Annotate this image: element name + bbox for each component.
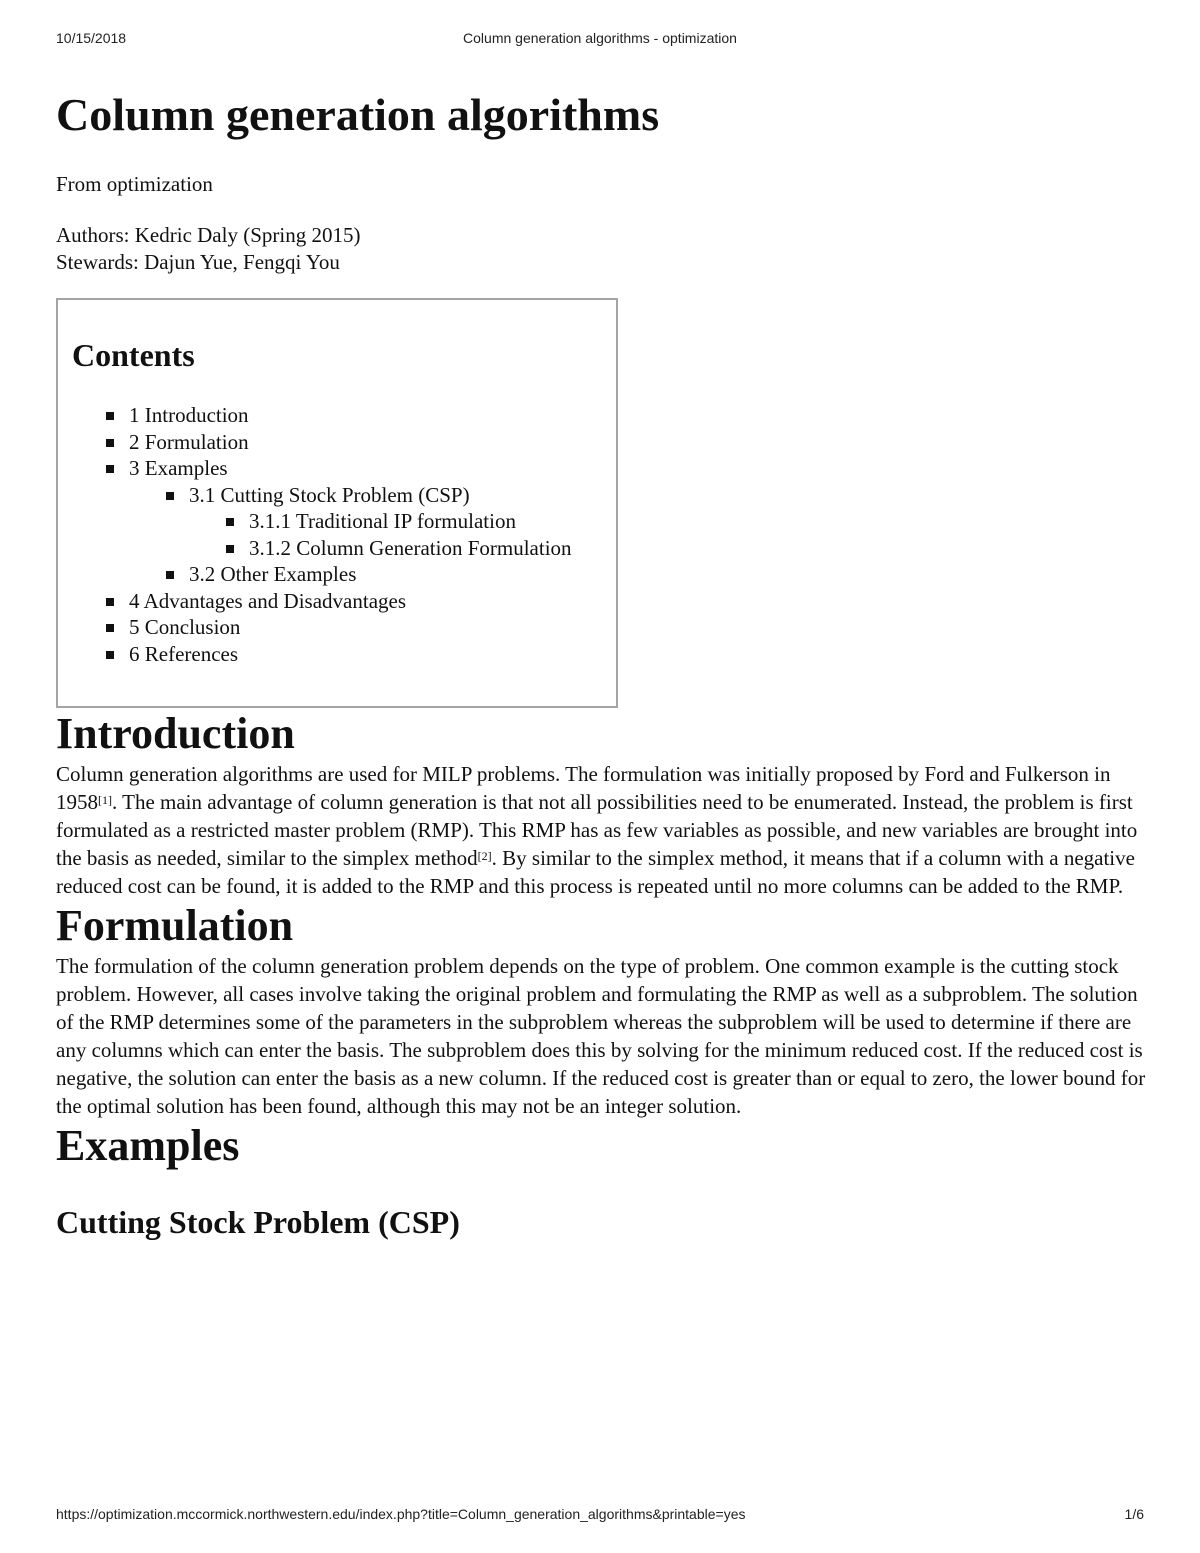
toc-item-advantages[interactable] [72, 588, 604, 615]
authors-line: Authors: Kedric Daly (Spring 2015) [56, 223, 361, 247]
introduction-text-3: . By similar to the simplex method, it means that if a column with a negative reduced cost can be found, it is added to the RMP and this process is repeated until no more columns can be added to the RMP. [56, 846, 1135, 898]
formulation-paragraph: The formulation of the column generation problem depends on the type of problem. One common example is the cutting stock problem. However, all cases involve taking the original problem and formulating the RMP as well as a subproblem. The solution of the RMP determines some of the parameters in the subproblem whereas the subproblem will be used to determine if there are any columns which can enter the basis. The subproblem does this by solving for the minimum reduced cost. If the reduced cost is negative, the solution can enter the basis as a new column. If the reduced cost is greater than or equal to zero, the lower bound for the optimal solution has been found, although this may not be an integer solution. [56, 954, 1146, 1118]
toc-title: Contents [72, 337, 195, 373]
toc-item-label[interactable]: 3.1.1 Traditional IP formulation [249, 509, 516, 533]
toc-item-traditional-ip[interactable] [72, 508, 604, 535]
introduction-text-1: Column generation algorithms are used for MILP problems. The formulation was initially proposed by Ford and Fulkerson in 1958 [56, 762, 1111, 814]
page-title: Column generation algorithms [56, 89, 660, 140]
toc-item-label[interactable]: 5 Conclusion [129, 615, 241, 639]
print-header [56, 30, 1144, 50]
table-of-contents [56, 298, 618, 708]
examples-heading: Examples [56, 1121, 240, 1170]
bullet-icon [106, 598, 114, 606]
toc-item-label[interactable]: 2 Formulation [129, 429, 249, 454]
formulation-heading: Formulation [56, 901, 294, 950]
bullet-icon [166, 492, 174, 500]
toc-item-other-examples[interactable] [72, 561, 604, 588]
introduction-text-2: . The main advantage of column generation is that not all possibilities need to be enumerated. Instead, the problem is first formulated as a restricted master problem (RMP). This RMP has as few variables as possible, and new variables are brought into the basis as needed, similar to the simplex method [56, 790, 1138, 870]
toc-item-label[interactable]: 3 Examples [129, 456, 228, 480]
toc-item-column-generation-formulation[interactable] [72, 535, 604, 562]
introduction-paragraph [56, 760, 1146, 900]
introduction-heading: Introduction [56, 709, 295, 758]
toc-item-label[interactable]: 6 References [129, 641, 239, 666]
toc-item-examples[interactable] [72, 455, 604, 482]
bullet-icon [106, 412, 114, 420]
print-page-title: Column generation algorithms - optimization [463, 30, 737, 46]
article-content [56, 84, 1146, 1242]
bullet-icon [106, 624, 114, 632]
from-line: From optimization [56, 172, 213, 196]
toc-item-label[interactable]: 4 Advantages and Disadvantages [129, 588, 407, 613]
bullet-icon [106, 651, 114, 659]
bullet-icon [226, 518, 234, 526]
bullet-icon [106, 439, 114, 447]
stewards-line: Stewards: Dajun Yue, Fengqi You [56, 250, 340, 274]
toc-item-label[interactable]: 3.1.2 Column Generation Formulation [249, 535, 572, 560]
reference-link-2[interactable]: [2] [477, 849, 492, 863]
article-meta [56, 222, 1146, 276]
page-number: 1/6 [1124, 1506, 1144, 1522]
bullet-icon [106, 465, 114, 473]
toc-item-cutting-stock[interactable] [72, 482, 604, 509]
cutting-stock-heading: Cutting Stock Problem (CSP) [56, 1204, 460, 1240]
reference-link-1[interactable]: [1] [98, 793, 112, 807]
print-date: 10/15/2018 [56, 30, 127, 46]
toc-item-label[interactable]: 3.2 Other Examples [189, 562, 357, 586]
print-url: https://optimization.mccormick.northwestern.edu/index.php?title=Column_generation_algorithms&printable=yes [56, 1506, 746, 1522]
toc-item-label[interactable]: 1 Introduction [129, 403, 249, 427]
toc-list [72, 402, 604, 667]
toc-item-conclusion[interactable] [72, 614, 604, 641]
bullet-icon [166, 571, 174, 579]
toc-item-introduction[interactable] [72, 402, 604, 429]
toc-item-references[interactable] [72, 641, 604, 668]
toc-item-formulation[interactable] [72, 429, 604, 456]
bullet-icon [226, 545, 234, 553]
print-footer [56, 1506, 1144, 1526]
toc-item-label[interactable]: 3.1 Cutting Stock Problem (CSP) [189, 482, 470, 507]
